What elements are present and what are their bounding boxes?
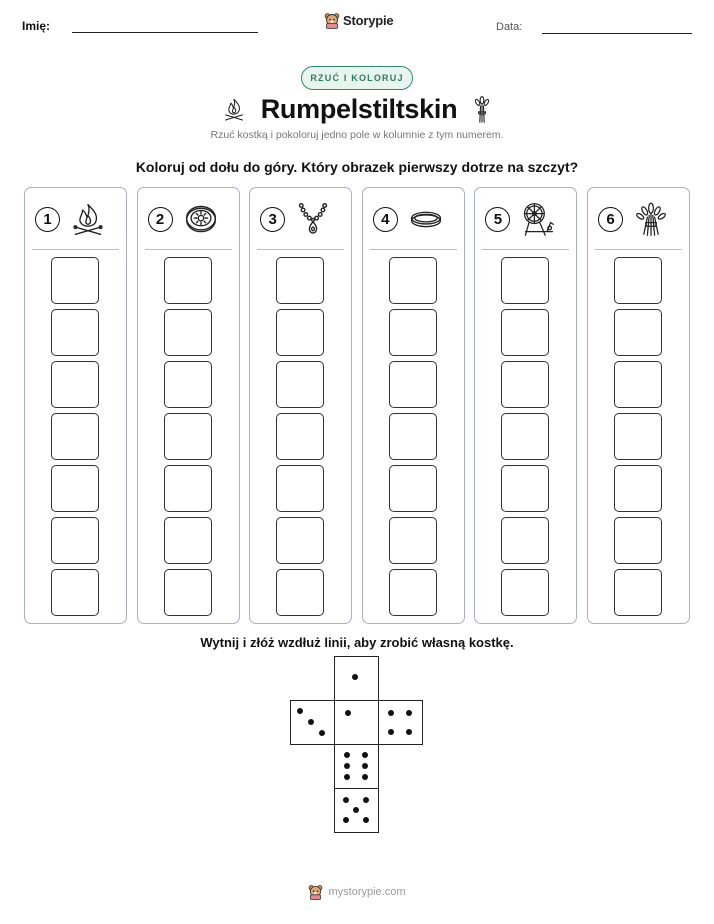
color-cell[interactable] xyxy=(51,257,99,304)
date-label: Data: xyxy=(496,21,523,33)
name-label: Imię: xyxy=(22,19,51,33)
color-cell[interactable] xyxy=(276,413,324,460)
color-cell[interactable] xyxy=(164,413,212,460)
dice-face-center xyxy=(334,700,379,745)
subtitle: Rzuć kostką i pokoloruj jedno pole w kolumnie z tym numerem. xyxy=(210,129,504,141)
footer xyxy=(0,884,714,900)
color-cell[interactable] xyxy=(51,465,99,512)
column-header xyxy=(588,188,689,250)
dice-pip xyxy=(363,797,369,803)
dice-pip xyxy=(406,729,412,735)
color-cell[interactable] xyxy=(501,309,549,356)
necklace-icon xyxy=(295,201,331,237)
campfire-icon xyxy=(70,201,106,237)
column-number: 2 xyxy=(148,207,173,232)
dice-pip xyxy=(362,774,368,780)
column-1 xyxy=(24,187,127,624)
dice-pip xyxy=(343,817,349,823)
instruction: Koloruj od dołu do góry. Który obrazek pierwszy dotrze na szczyt? xyxy=(135,159,579,175)
column-2 xyxy=(137,187,240,624)
dice-pip xyxy=(345,710,351,716)
color-cell[interactable] xyxy=(614,309,662,356)
storypie-logo xyxy=(324,12,393,29)
dice-face-left xyxy=(290,700,335,745)
dice-pip xyxy=(353,807,359,813)
color-cell[interactable] xyxy=(51,413,99,460)
column-header xyxy=(250,188,351,250)
color-cell[interactable] xyxy=(164,361,212,408)
column-number: 3 xyxy=(260,207,285,232)
dice-pip xyxy=(363,817,369,823)
column-4 xyxy=(362,187,465,624)
column-header xyxy=(25,188,126,250)
dice-pip xyxy=(352,674,358,680)
color-cell[interactable] xyxy=(614,413,662,460)
color-cell[interactable] xyxy=(276,257,324,304)
column-5 xyxy=(474,187,577,624)
color-cell[interactable] xyxy=(51,517,99,564)
column-3 xyxy=(249,187,352,624)
dice-pip xyxy=(344,763,350,769)
color-cell[interactable] xyxy=(389,465,437,512)
bear-mascot-icon xyxy=(308,884,323,900)
column-6 xyxy=(587,187,690,624)
color-cell[interactable] xyxy=(501,569,549,616)
dice-face-top xyxy=(334,656,379,701)
color-cell[interactable] xyxy=(164,465,212,512)
gold-coin-icon xyxy=(183,201,219,237)
color-cell[interactable] xyxy=(389,257,437,304)
logo-text: Storypie xyxy=(343,13,394,28)
dice-pip xyxy=(362,752,368,758)
dice-pip xyxy=(297,708,303,714)
color-cell[interactable] xyxy=(164,569,212,616)
column-header xyxy=(138,188,239,250)
column-divider xyxy=(145,249,232,250)
dice-pip xyxy=(308,719,314,725)
color-cell[interactable] xyxy=(389,517,437,564)
color-cell[interactable] xyxy=(276,517,324,564)
column-header xyxy=(475,188,576,250)
color-cell[interactable] xyxy=(276,361,324,408)
column-divider xyxy=(370,249,457,250)
column-number: 5 xyxy=(485,207,510,232)
columns-area xyxy=(24,187,690,624)
color-cell[interactable] xyxy=(614,257,662,304)
dice-pip xyxy=(362,763,368,769)
color-cell[interactable] xyxy=(614,569,662,616)
column-number: 6 xyxy=(598,207,623,232)
wheat-sheaf-icon xyxy=(633,201,669,237)
color-cell[interactable] xyxy=(51,569,99,616)
color-cell[interactable] xyxy=(51,309,99,356)
spinning-wheel-icon xyxy=(520,201,556,237)
bear-mascot-icon xyxy=(324,12,340,29)
dice-face-right xyxy=(378,700,423,745)
color-cell[interactable] xyxy=(164,309,212,356)
color-cell[interactable] xyxy=(501,361,549,408)
dice-face-bottom xyxy=(334,788,379,833)
dice-pip xyxy=(388,710,394,716)
dice-pip xyxy=(343,797,349,803)
title-row xyxy=(0,90,714,128)
dice-face-lower xyxy=(334,744,379,789)
color-cell[interactable] xyxy=(389,361,437,408)
column-number: 1 xyxy=(35,207,60,232)
color-cell[interactable] xyxy=(276,309,324,356)
dice-pip xyxy=(344,774,350,780)
column-number: 4 xyxy=(373,207,398,232)
color-cell[interactable] xyxy=(614,517,662,564)
page-title: Rumpelstiltskin xyxy=(260,93,458,124)
color-cell[interactable] xyxy=(501,465,549,512)
column-header xyxy=(363,188,464,250)
color-cell[interactable] xyxy=(614,465,662,512)
column-divider xyxy=(595,249,682,250)
color-cell[interactable] xyxy=(389,413,437,460)
column-divider xyxy=(482,249,569,250)
activity-badge: RZUĆ I KOLORUJ xyxy=(301,66,413,90)
color-cell[interactable] xyxy=(164,257,212,304)
color-cell[interactable] xyxy=(51,361,99,408)
footer-url[interactable]: mystorypie.com xyxy=(328,886,406,898)
color-cell[interactable] xyxy=(614,361,662,408)
gold-ring-icon xyxy=(408,201,444,237)
campfire-icon xyxy=(221,95,247,123)
date-field-line[interactable] xyxy=(542,33,692,34)
dice-pip xyxy=(344,752,350,758)
dice-pip xyxy=(406,710,412,716)
wheat-sheaf-icon xyxy=(471,94,493,124)
dice-pip xyxy=(388,729,394,735)
column-divider xyxy=(257,249,344,250)
color-cell[interactable] xyxy=(389,309,437,356)
color-cell[interactable] xyxy=(501,257,549,304)
color-cell[interactable] xyxy=(164,517,212,564)
color-cell[interactable] xyxy=(276,465,324,512)
color-cell[interactable] xyxy=(501,517,549,564)
column-divider xyxy=(32,249,119,250)
color-cell[interactable] xyxy=(389,569,437,616)
dice-instruction: Wytnij i złóż wzdłuż linii, aby zrobić własną kostkę. xyxy=(200,635,514,650)
color-cell[interactable] xyxy=(276,569,324,616)
dice-pip xyxy=(319,730,325,736)
name-field-line[interactable] xyxy=(72,32,258,33)
color-cell[interactable] xyxy=(501,413,549,460)
